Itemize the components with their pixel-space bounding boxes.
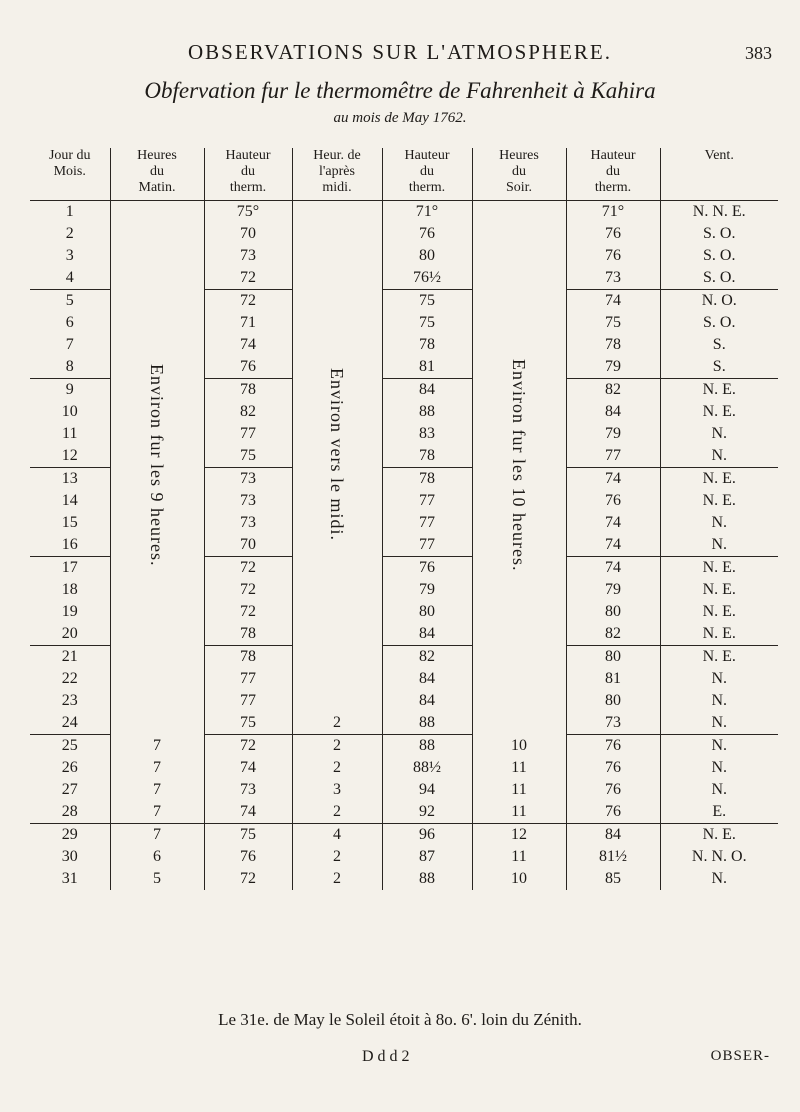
evening-temp-cell: 74 [566,557,660,580]
noon-temp-cell: 76 [382,557,472,580]
wind-cell: S. O. [660,245,778,267]
evening-temp-cell: 74 [566,468,660,491]
morning-hour-cell: 7 [110,824,204,847]
noon-temp-cell: 84 [382,690,472,712]
wind-cell: S. O. [660,223,778,245]
evening-temp-cell: 80 [566,646,660,669]
noon-hour-cell: 2 [292,868,382,890]
wind-cell: N. E. [660,824,778,847]
day-cell: 31 [61,870,78,887]
header-day: Jour du Mois. [30,148,110,201]
noon-temp-cell: 84 [382,668,472,690]
noon-temp-cell: 77 [382,512,472,534]
noon-temp-cell: 92 [382,801,472,824]
wind-cell: N. E. [660,379,778,402]
morning-temp-cell: 73 [204,779,292,801]
evening-temp-cell: 76 [566,801,660,824]
morning-temp-cell: 78 [204,646,292,669]
day-cell: 20 [30,623,110,646]
evening-temp-cell: 73 [566,712,660,735]
evening-temp-cell: 77 [566,445,660,468]
morning-temp-cell: 75 [204,712,292,735]
wind-cell: N. [660,534,778,557]
catchword: OBSER- [710,1048,770,1064]
morning-temp-cell: 82 [204,401,292,423]
evening-temp-cell: 81 [566,668,660,690]
wind-cell: N. [660,712,778,735]
morning-hours-span-text: Environ fur les 9 heures. [147,364,167,567]
running-head [0,40,800,70]
noon-temp-cell: 88 [382,712,472,735]
evening-temp-cell: 82 [566,623,660,646]
evening-temp-cell: 84 [566,824,660,847]
evening-hour-cell: 11 [472,846,566,868]
noon-temp-cell: 88 [382,735,472,758]
table-header [30,148,778,201]
day-cell: 12 [30,445,110,468]
morning-temp-cell: 73 [204,468,292,491]
day-cell: 6 [65,314,74,331]
day-cell: 16 [30,534,110,557]
day-cell: 8 [30,356,110,379]
table-body [30,201,778,891]
wind-cell: N. [660,445,778,468]
noon-temp-cell: 81 [382,356,472,379]
noon-temp-cell: 94 [382,779,472,801]
morning-temp-cell: 71 [204,312,292,334]
table-row [30,824,778,847]
evening-temp-cell: 76 [566,245,660,267]
wind-cell: N. E. [660,601,778,623]
wind-cell: N. E. [660,623,778,646]
day-cell: 5 [65,292,74,309]
running-title: OBSERVATIONS SUR L'ATMOSPHERE. [187,40,613,64]
noon-temp-cell: 78 [382,334,472,356]
wind-cell: N. E. [660,579,778,601]
evening-temp-cell: 74 [566,534,660,557]
noon-temp-cell: 75 [382,290,472,313]
wind-cell: N. [660,512,778,534]
evening-temp-cell: 76 [566,779,660,801]
evening-temp-cell: 79 [566,423,660,445]
morning-temp-cell: 76 [204,846,292,868]
morning-temp-cell: 75 [204,445,292,468]
evening-temp-cell: 74 [566,290,660,313]
wind-cell: N. [660,868,778,890]
wind-cell: S. [660,356,778,379]
evening-hour-cell: 11 [472,801,566,824]
header-wind: Vent. [660,148,778,201]
noon-temp-cell: 79 [382,579,472,601]
wind-cell: N. [660,690,778,712]
day-cell: 25 [61,737,78,754]
day-cell: 3 [65,247,74,264]
morning-hour-cell: 6 [110,846,204,868]
day-cell: 9 [65,381,74,398]
morning-temp-cell: 78 [204,623,292,646]
morning-temp-cell: 70 [204,534,292,557]
noon-temp-cell: 84 [382,379,472,402]
evening-temp-cell: 76 [566,223,660,245]
day-cell: 24 [30,712,110,735]
header-morning-temp: Hauteur du therm. [204,148,292,201]
morning-temp-cell: 73 [204,490,292,512]
noon-temp-cell: 88½ [382,757,472,779]
table-row [30,801,778,824]
evening-hour-cell: 10 [472,735,566,758]
morning-temp-cell: 74 [204,334,292,356]
table-row [30,846,778,868]
wind-cell: S. O. [660,312,778,334]
day-cell: 14 [61,492,78,509]
header-evening-temp: Hauteur du therm. [566,148,660,201]
observation-title: Obfervation fur le thermomêtre de Fahrenheit à Kahira [144,78,656,103]
morning-temp-cell: 74 [204,801,292,824]
day-cell: 15 [61,514,78,531]
signature-mark: D d d 2 [362,1048,410,1065]
header-morning-hour: Heures du Matin. [110,148,204,201]
evening-hours-span [472,201,566,735]
noon-temp-cell: 75 [382,312,472,334]
header-noon-temp: Hauteur du therm. [382,148,472,201]
day-cell: 30 [61,848,78,865]
morning-temp-cell: 72 [204,557,292,580]
noon-temp-cell: 80 [382,245,472,267]
morning-temp-cell: 75 [204,824,292,847]
evening-temp-cell: 81½ [566,846,660,868]
noon-hour-cell: 2 [292,801,382,824]
wind-cell: N. E. [660,490,778,512]
day-cell: 29 [61,826,78,843]
noon-hours-span [292,201,382,713]
evening-temp-cell: 79 [566,356,660,379]
wind-cell: N. [660,423,778,445]
wind-cell: N. [660,735,778,758]
wind-cell: N. [660,757,778,779]
day-cell: 27 [61,781,78,798]
morning-hour-cell: 7 [110,757,204,779]
evening-hour-cell: 10 [472,868,566,890]
noon-hour-cell: 2 [292,735,382,758]
evening-temp-cell: 79 [566,579,660,601]
morning-temp-cell: 75° [204,201,292,224]
evening-temp-cell: 71° [566,201,660,224]
day-cell: 18 [61,581,78,598]
evening-temp-cell: 75 [566,312,660,334]
noon-temp-cell: 76½ [382,267,472,290]
wind-cell: N. N. E. [660,201,778,224]
day-cell: 21 [61,648,78,665]
wind-cell: E. [660,801,778,824]
wind-cell: N. [660,668,778,690]
wind-cell: N. E. [660,401,778,423]
morning-temp-cell: 74 [204,757,292,779]
evening-temp-cell: 78 [566,334,660,356]
noon-temp-cell: 71° [382,201,472,224]
wind-cell: N. N. O. [660,846,778,868]
evening-temp-cell: 76 [566,490,660,512]
evening-temp-cell: 76 [566,757,660,779]
noon-temp-cell: 78 [382,445,472,468]
noon-hour-cell: 2 [292,846,382,868]
evening-temp-cell: 74 [566,512,660,534]
evening-temp-cell: 85 [566,868,660,890]
day-cell: 10 [61,403,78,420]
wind-cell: N. E. [660,646,778,669]
page-number: 383 [745,43,772,63]
morning-temp-cell: 72 [204,601,292,623]
morning-temp-cell: 72 [204,735,292,758]
evening-hour-cell: 11 [472,779,566,801]
morning-temp-cell: 78 [204,379,292,402]
day-cell: 19 [61,603,78,620]
day-cell: 22 [61,670,78,687]
morning-temp-cell: 70 [204,223,292,245]
noon-temp-cell: 88 [382,401,472,423]
morning-hours-span [110,201,204,735]
morning-temp-cell: 72 [204,868,292,890]
evening-temp-cell: 80 [566,690,660,712]
day-cell: 23 [61,692,78,709]
evening-temp-cell: 84 [566,401,660,423]
noon-temp-cell: 84 [382,623,472,646]
noon-temp-cell: 78 [382,468,472,491]
noon-temp-cell: 77 [382,490,472,512]
table-row [30,779,778,801]
table-row [30,735,778,758]
morning-temp-cell: 77 [204,423,292,445]
day-cell: 4 [30,267,110,290]
day-cell: 17 [61,559,78,576]
noon-temp-cell: 83 [382,423,472,445]
wind-cell: S. [660,334,778,356]
header-evening-hour: Heures du Soir. [472,148,566,201]
morning-temp-cell: 77 [204,690,292,712]
day-cell: 28 [30,801,110,824]
morning-hour-cell: 5 [110,868,204,890]
noon-temp-cell: 76 [382,223,472,245]
morning-temp-cell: 76 [204,356,292,379]
thermometer-table [30,148,778,890]
noon-hours-span-text: Environ vers le midi. [327,367,347,541]
day-cell: 11 [62,425,78,442]
morning-temp-cell: 72 [204,267,292,290]
table-row [30,868,778,890]
footnote: Le 31e. de May le Soleil étoit à 8o. 6'. loin du Zénith. [218,1010,582,1029]
wind-cell: N. O. [660,290,778,313]
evening-temp-cell: 73 [566,267,660,290]
evening-temp-cell: 80 [566,601,660,623]
noon-hour-cell: 2 [292,757,382,779]
day-cell: 7 [65,336,74,353]
day-cell: 2 [65,225,74,242]
header-noon-hour: Heur. de l'après midi. [292,148,382,201]
evening-temp-cell: 76 [566,735,660,758]
day-cell: 1 [65,203,74,220]
observation-subtitle: au mois de May 1762. [333,110,467,126]
day-cell: 13 [61,470,78,487]
wind-cell: N. E. [660,557,778,580]
noon-temp-cell: 77 [382,534,472,557]
table-row [30,201,778,224]
morning-hour-cell: 7 [110,735,204,758]
noon-hour-cell: 4 [292,824,382,847]
noon-temp-cell: 82 [382,646,472,669]
noon-temp-cell: 96 [382,824,472,847]
wind-cell: N. [660,779,778,801]
noon-hour-cell: 3 [292,779,382,801]
wind-cell: N. E. [660,468,778,491]
noon-temp-cell: 80 [382,601,472,623]
morning-temp-cell: 72 [204,290,292,313]
morning-temp-cell: 77 [204,668,292,690]
evening-hour-cell: 12 [472,824,566,847]
morning-hour-cell: 7 [110,801,204,824]
evening-hours-span-text: Environ fur les 10 heures. [509,359,529,572]
noon-temp-cell: 88 [382,868,472,890]
evening-temp-cell: 82 [566,379,660,402]
morning-temp-cell: 73 [204,245,292,267]
table-row [30,757,778,779]
morning-temp-cell: 72 [204,579,292,601]
morning-hour-cell: 7 [110,779,204,801]
evening-hour-cell: 11 [472,757,566,779]
morning-temp-cell: 73 [204,512,292,534]
noon-temp-cell: 87 [382,846,472,868]
day-cell: 26 [61,759,78,776]
wind-cell: S. O. [660,267,778,290]
noon-hour-cell: 2 [292,712,382,735]
